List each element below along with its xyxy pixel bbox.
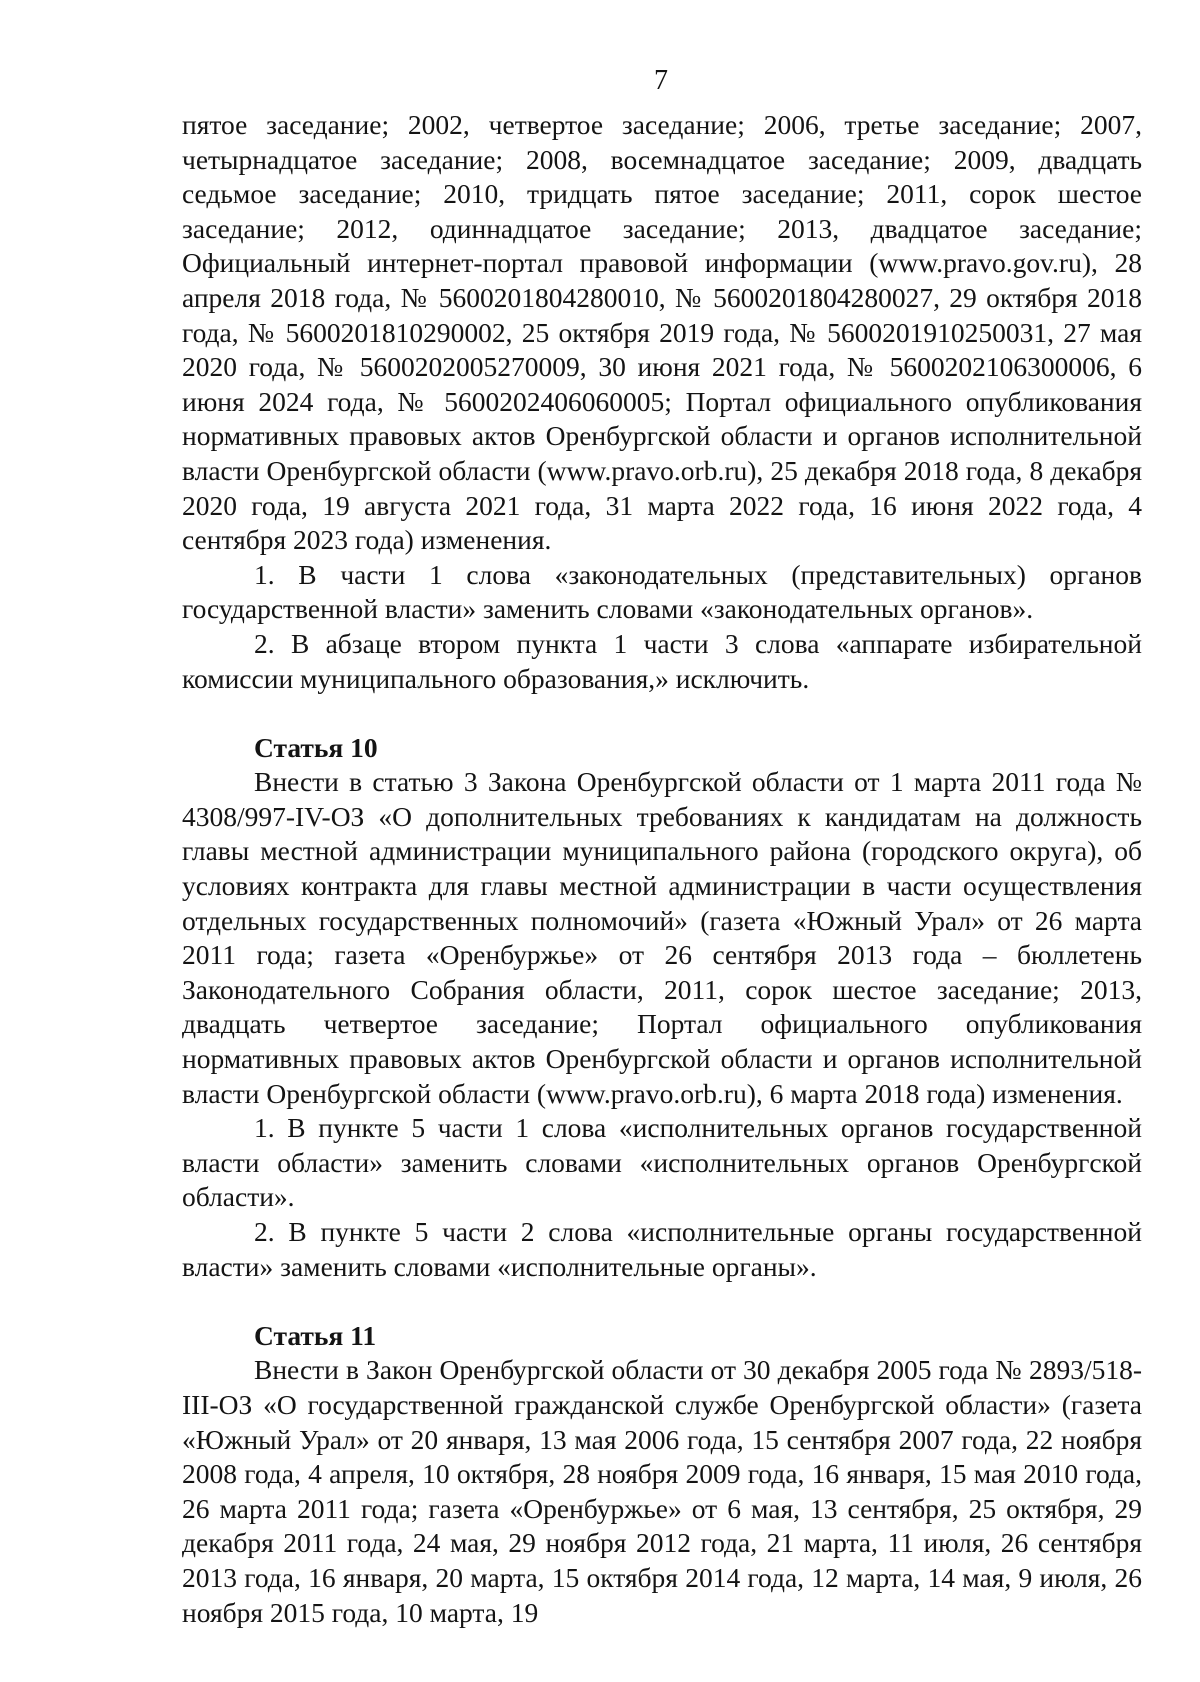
document-body	[182, 108, 1142, 1630]
paragraph-item-1: 1. В части 1 слова «законодательных (представительных) органов государственной власти» заменить словами «законодательных органов».	[182, 558, 1142, 625]
article-10-item-2: 2. В пункте 5 части 2 слова «исполнительные органы государственной власти» заменить словами «исполнительные органы».	[182, 1216, 1142, 1282]
article-11-intro: Внести в Закон Оренбургской области от 30 декабря 2005 года № 2893/518-III-ОЗ «О государственной гражданской службе Оренбургской области» (газета «Южный Урал» от 20 января, 13 мая 2006 года, 15 сентября 2007 года, 22 ноября 2008 года, 4 апреля, 10 октября, 28 ноября 2009 года, 16 января, 15 мая 2010 года, 26 марта 2011 года; газета «Оренбуржье» от 6 мая, 13 сентября, 25 октября, 29 декабря 2011 года, 24 мая, 29 ноября 2012 года, 21 марта, 11 июля, 26 сентября 2013 года, 16 января, 20 марта, 15 октября 2014 года, 12 марта, 14 мая, 9 июля, 26 ноября 2015 года, 10 марта, 19	[182, 1354, 1142, 1628]
article-11	[182, 1319, 1142, 1630]
article-heading: Статья 11	[254, 1319, 377, 1351]
page-number: 7	[654, 65, 668, 96]
article-10	[182, 731, 1142, 1285]
article-10-item-1: 1. В пункте 5 части 1 слова «исполнительных органов государственной власти области» заменить словами «исполнительных органов Оренбургской области».	[182, 1112, 1142, 1213]
paragraph-continuation: пятое заседание; 2002, четвертое заседание; 2006, третье заседание; 2007, четырнадцатое заседание; 2008, восемнадцатое заседание; 2009, двадцать седьмое заседание; 2010, тридцать пятое заседание; 2011, сорок шестое заседание; 2012, одиннадцатое заседание; 2013, двадцатое заседание; Официальный интернет-портал правовой информации (www.pravo.gov.ru), 28 апреля 2018 года, № 5600201804280010, № 5600201804280027, 29 октября 2018 года, № 5600201810290002, 25 октября 2019 года, № 5600201910250031, 27 мая 2020 года, № 5600202005270009, 30 июня 2021 года, № 5600202106300006, 6 июня 2024 года, № 5600202406060005; Портал официального опубликования нормативных правовых актов Оренбургской области и органов исполнительной власти Оренбургской области (www.pravo.orb.ru), 25 декабря 2018 года, 8 декабря 2020 года, 19 августа 2021 года, 31 марта 2022 года, 16 июня 2022 года, 4 сентября 2023 года) изменения.	[182, 109, 1142, 556]
paragraph-item-2: 2. В абзаце втором пункта 1 части 3 слова «аппарате избирательной комиссии муниципального образования,» исключить.	[182, 627, 1142, 694]
article-10-intro: Внести в статью 3 Закона Оренбургской области от 1 марта 2011 года № 4308/997-IV-ОЗ «О дополнительных требованиях к кандидатам на должность главы местной администрации муниципального района (городского округа), об условиях контракта для главы местной администрации в части осуществления отдельных государственных полномочий» (газета «Южный Урал» от 26 марта 2011 года; газета «Оренбуржье» от 26 сентября 2013 года – бюллетень Законодательного Собрания области, 2011, сорок шестое заседание; 2013, двадцать четвертое заседание; Портал официального опубликования нормативных правовых актов Оренбургской области и органов исполнительной власти Оренбургской области (www.pravo.orb.ru), 6 марта 2018 года) изменения.	[182, 766, 1142, 1109]
article-heading: Статья 10	[254, 731, 378, 763]
